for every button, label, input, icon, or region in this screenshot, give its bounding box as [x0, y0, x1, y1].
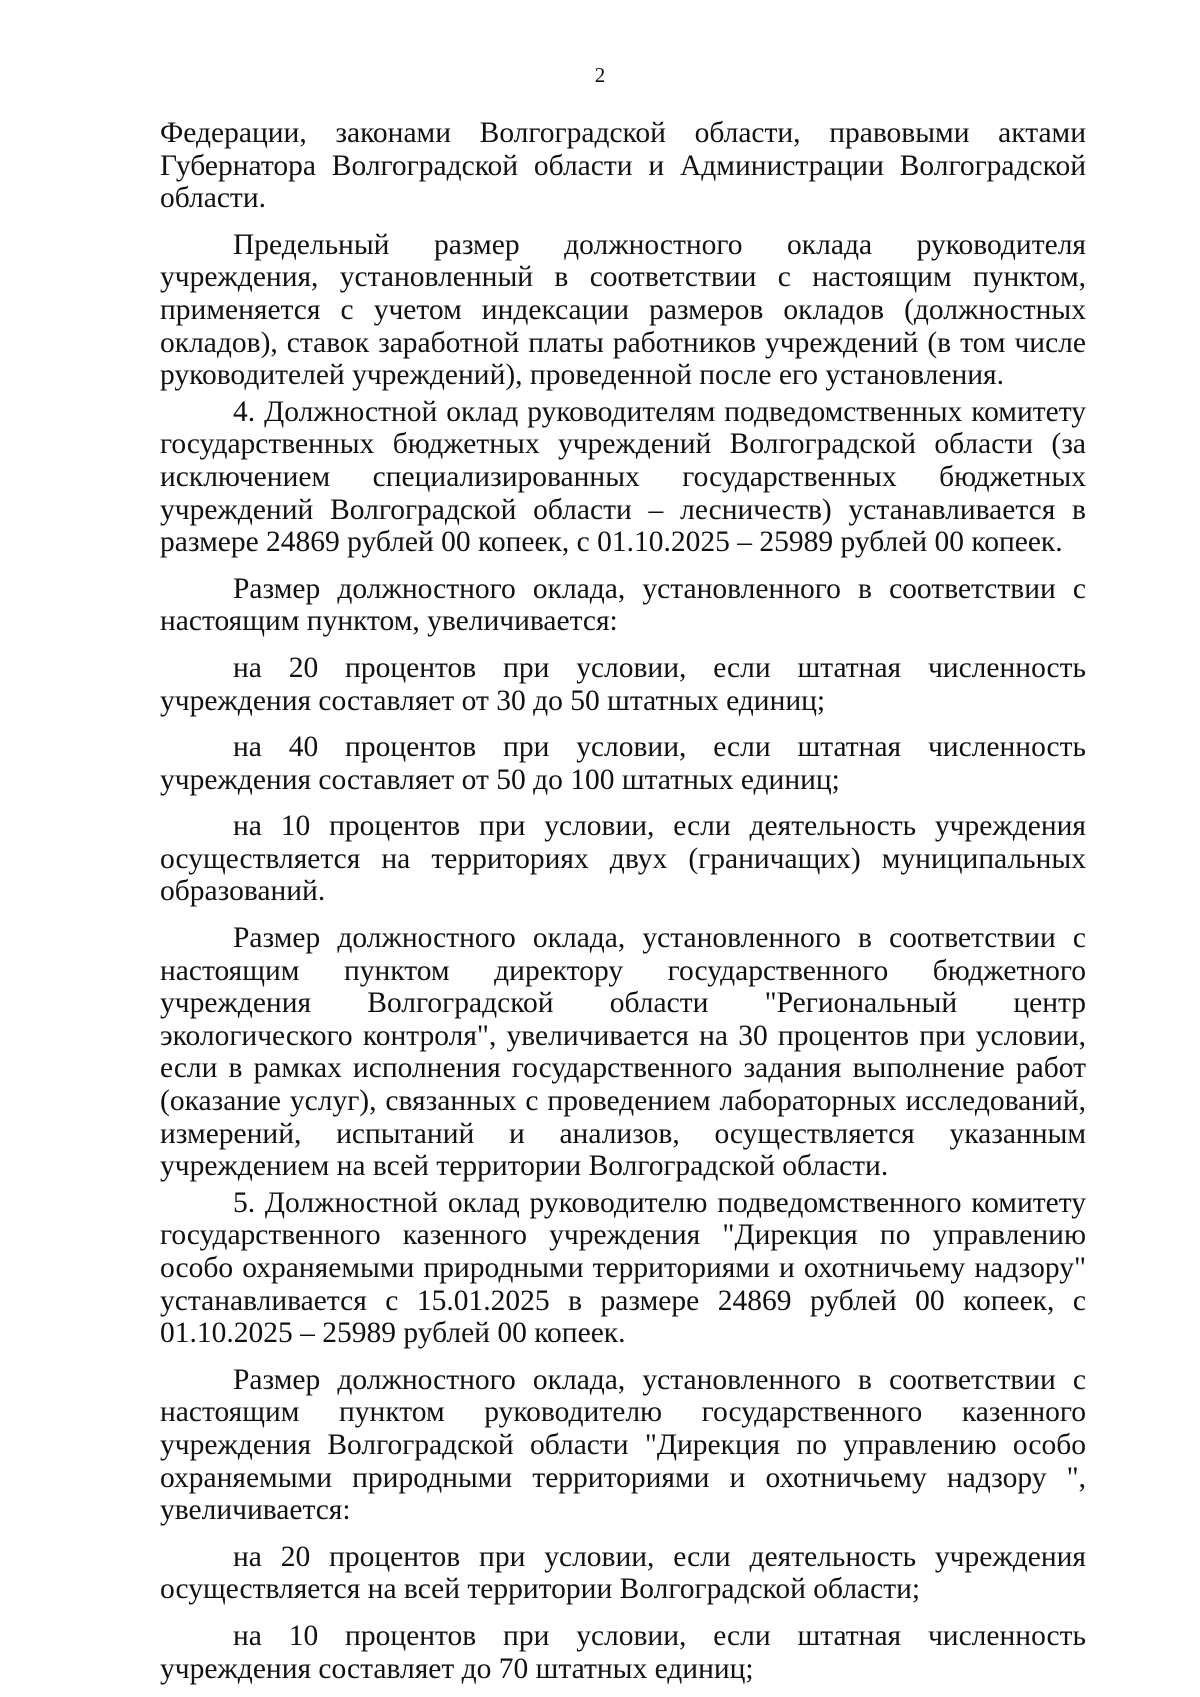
paragraph-increase-20: на 20 процентов при условии, если штатная численность учреждения составляет от 30 до 50 штатных единиц;: [160, 651, 1086, 717]
paragraph-salary-limit: Предельный размер должностного оклада руководителя учреждения, установленный в соответствии с настоящим пунктом, применяется с учетом индексации размеров окладов (должностных окладов), ставок заработной платы работников учреждений (в том числе руководителей учреждений), проведенной после его установления.: [160, 228, 1086, 392]
paragraph-increase-10-staff: на 10 процентов при условии, если штатная численность учреждения составляет до 70 штатных единиц;: [160, 1619, 1086, 1685]
page-number: 2: [594, 63, 606, 87]
document-body: [160, 117, 1086, 1689]
paragraph-directorate-increase: Размер должностного оклада, установленного в соответствии с настоящим пунктом руководителю государственного казенного учреждения Волгоградской области "Дирекция по управлению особо охраняемыми природными территориями и охотничьему надзору ", увеличивается:: [160, 1363, 1086, 1527]
paragraph-item-4: 4. Должностной оклад руководителям подведомственных комитету государственных бюджетных учреждений Волгоградской области (за исключением специализированных государственных бюджетных учреждений Волгоградской области – лесничеств) устанавливается в размере 24869 рублей 00 копеек, с 01.10.2025 – 25989 рублей 00 копеек.: [160, 395, 1086, 559]
paragraph-item-5: 5. Должностной оклад руководителю подведомственного комитету государственного казенного учреждения "Дирекция по управлению особо охраняемыми природными территориями и охотничьему надзору" устанавливается с 15.01.2025 в размере 24869 рублей 00 копеек, с 01.10.2025 – 25989 рублей 00 копеек.: [160, 1186, 1086, 1350]
paragraph-increase-10-territories: на 10 процентов при условии, если деятельность учреждения осуществляется на территориях двух (граничащих) муниципальных образований.: [160, 810, 1086, 908]
paragraph-continuation: Федерации, законами Волгоградской области, правовыми актами Губернатора Волгоградской области и Администрации Волгоградской области.: [160, 117, 1086, 215]
paragraph-ecological-center: Размер должностного оклада, установленного в соответствии с настоящим пунктом директору государственного бюджетного учреждения Волгоградской области "Региональный центр экологического контроля", увеличивается на 30 процентов при условии, если в рамках исполнения государственного задания выполнение работ (оказание услуг), связанных с проведением лабораторных исследований, измерений, испытаний и анализов, осуществляется указанным учреждением на всей территории Волгоградской области.: [160, 922, 1086, 1183]
paragraph-increase-intro: Размер должностного оклада, установленного в соответствии с настоящим пунктом, увеличивается:: [160, 572, 1086, 638]
paragraph-increase-40: на 40 процентов при условии, если штатная численность учреждения составляет от 50 до 100 штатных единиц;: [160, 731, 1086, 796]
paragraph-increase-20-territory: на 20 процентов при условии, если деятельность учреждения осуществляется на всей территории Волгоградской области;: [160, 1540, 1086, 1606]
